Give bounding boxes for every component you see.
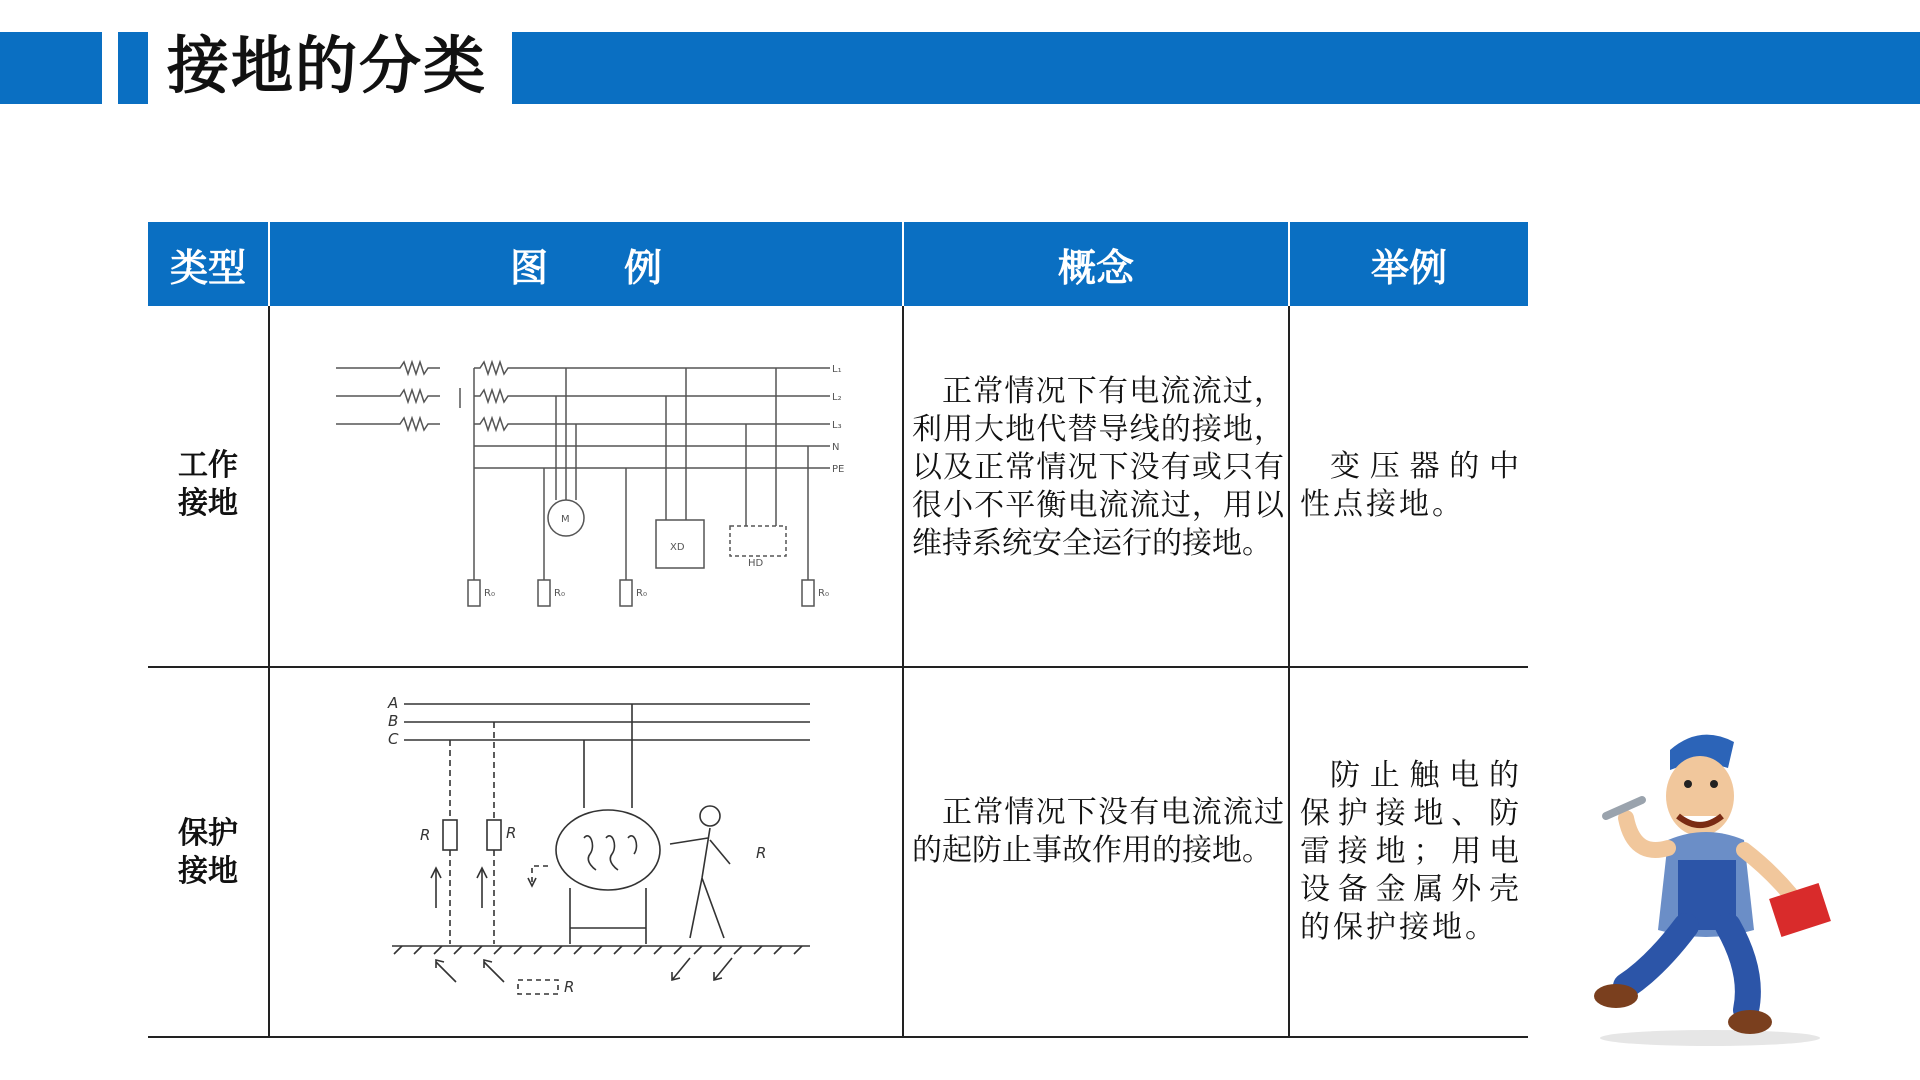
column-header-concept: 概念 [904, 222, 1288, 306]
phase-label: A [388, 694, 399, 712]
header-bar-left [0, 32, 102, 104]
phase-label: C [388, 730, 399, 748]
bus-label: L₃ [832, 420, 842, 431]
resistor-label: R [420, 826, 431, 844]
row1-example: 变压器的中性点接地。 [1300, 449, 1522, 522]
bus-label: L₁ [832, 364, 842, 375]
header-separator [268, 222, 270, 306]
ground-label: R₀ [636, 588, 647, 599]
row2-type: 保护 接地 [178, 816, 238, 889]
bus-label: N [832, 442, 840, 453]
table-divider [1288, 306, 1290, 1038]
device-label: XD [670, 542, 685, 553]
header-bar-accent [118, 32, 148, 104]
ground-label: R₀ [554, 588, 565, 599]
column-header-diagram: 图 例 [270, 222, 902, 306]
phase-label: B [388, 712, 399, 730]
row1-type: 工作 接地 [178, 448, 238, 521]
row-divider [148, 666, 1528, 668]
ground-label: R₀ [818, 588, 829, 599]
row1-concept: 正常情况下有电流流过，利用大地代替导线的接地，以及正常情况下没有或只有很小不平衡电流流过，用以维持系统安全运行的接地。 [912, 374, 1284, 561]
column-header-type: 类型 [148, 222, 268, 306]
header-separator [1288, 222, 1290, 306]
worker-mascot-icon [1560, 720, 1860, 1050]
bus-label: PE [832, 464, 845, 475]
resistor-label: R [564, 978, 575, 996]
header-separator [902, 222, 904, 306]
resistor-label: R [756, 844, 767, 862]
row2-example: 防止触电的保护接地、防雷接地；用电设备金属外壳的保护接地。 [1300, 758, 1522, 945]
ground-label: R₀ [484, 588, 495, 599]
device-label: HD [748, 558, 764, 569]
table-bottom-rule [148, 1036, 1528, 1038]
protective-ground-diagram [380, 688, 820, 1004]
row2-concept: 正常情况下没有电流流过的起防止事故作用的接地。 [912, 795, 1284, 868]
motor-label: M [561, 514, 570, 525]
table-divider [268, 306, 270, 1038]
resistor-label: R [506, 824, 517, 842]
table-divider [902, 306, 904, 1038]
page-title: 接地的分类 [167, 29, 488, 102]
header-bar-right [512, 32, 1920, 104]
column-header-example: 举例 [1290, 222, 1528, 306]
working-ground-diagram [330, 350, 850, 620]
bus-label: L₂ [832, 392, 842, 403]
